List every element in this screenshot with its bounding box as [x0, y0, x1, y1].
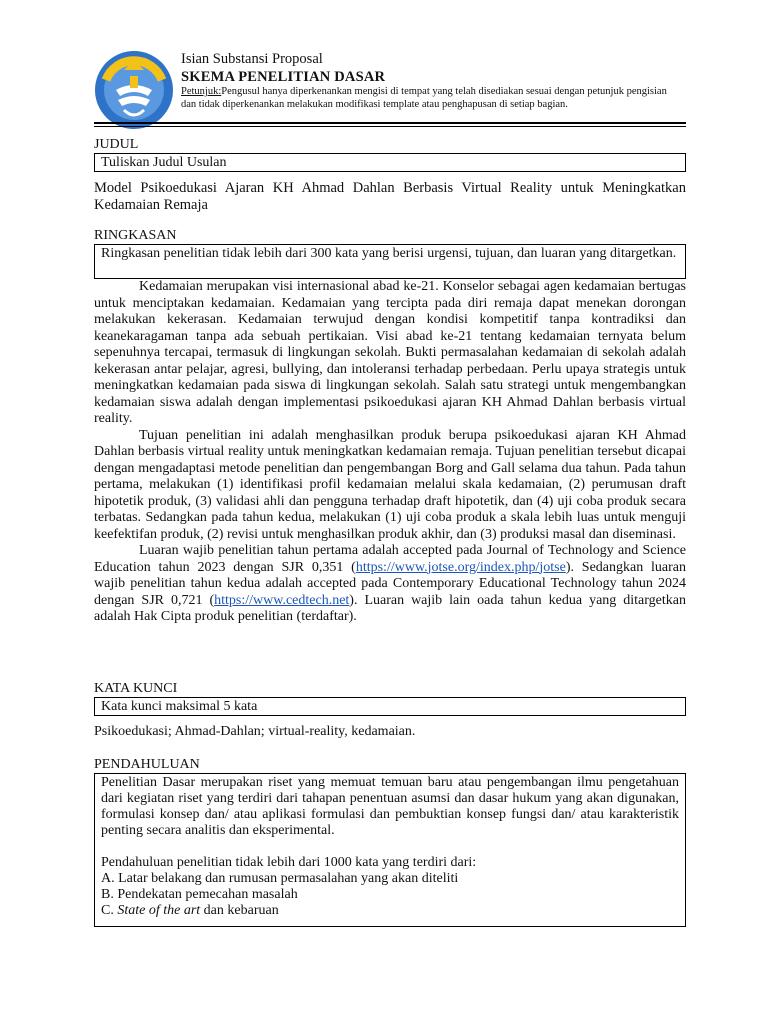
header-small-title: Isian Substansi Proposal — [181, 51, 323, 67]
ringkasan-content — [94, 279, 686, 626]
judul-instruction-box: Tuliskan Judul Usulan — [94, 153, 686, 172]
pendahuluan-instruction-box — [94, 773, 686, 927]
ringkasan-instruction-box: Ringkasan penelitian tidak lebih dari 300 kata yang berisi urgensi, tujuan, dan luaran yang ditargetkan. — [94, 244, 686, 279]
header-rule-thick — [94, 122, 686, 124]
header-instruction-note — [181, 85, 681, 111]
kata-kunci-content: Psikoedukasi; Ahmad-Dahlan; virtual-reality, kedamaian. — [94, 724, 416, 739]
section-label-ringkasan: RINGKASAN — [94, 228, 177, 243]
judul-content — [94, 180, 686, 214]
item-c-prefix: C. — [101, 903, 118, 918]
jotse-link[interactable]: https://www.jotse.org/index.php/jotse — [355, 559, 566, 575]
pendahuluan-paragraph-2: Pendahuluan penelitian tidak lebih dari 1000 kata yang terdiri dari: — [101, 855, 477, 870]
header-main-title: SKEMA PENELITIAN DASAR — [181, 69, 386, 85]
item-c-suffix: dan kebaruan — [200, 903, 279, 918]
header-rule-thin — [94, 126, 686, 127]
judul-text: Model Psikoedukasi Ajaran KH Ahmad Dahlan Berbasis Virtual Reality untuk Meningkatkan Kedamaian Remaja — [94, 180, 686, 213]
pendahuluan-item-c — [101, 903, 679, 919]
note-label: Petunjuk: — [181, 86, 222, 97]
tut-wuri-handayani-logo-icon — [94, 50, 174, 130]
pendahuluan-paragraph-1: Penelitian Dasar merupakan riset yang memuat temuan baru atau pengembangan ilmu pengetahuan dari kegiatan riset yang terdiri dari tahapan penentuan asumsi dan dasar hukum yang akan digunakan, formulasi konsep dan/ atau aplikasi formulasi dan pembuktian konsep fungsi dan/ atau karakteristik penting secara analitis dan eksperimental. — [101, 775, 679, 838]
pendahuluan-item-b: B. Pendekatan pemecahan masalah — [101, 887, 298, 902]
note-text: Pengusul hanya diperkenankan mengisi di tempat yang telah disediakan sesuai dengan petunjuk pengisian dan tidak diperkenankan melakukan modifikasi template atau penghapusan di setiap bagian. — [181, 86, 667, 110]
p3-text-c: ). Luaran wajib lain oada tahun kedua yang ditargetkan adalah Hak Cipta produk penelitian (terdaftar). — [94, 592, 686, 624]
pendahuluan-item-a: A. Latar belakang dan rumusan permasalahan yang akan diteliti — [101, 871, 459, 886]
section-label-kata-kunci: KATA KUNCI — [94, 681, 178, 696]
p3-text-b: ). Sedangkan luaran wajib penelitian tahun kedua adalah accepted pada Contemporary Educational Technology tahun 2024 dengan SJR 0,721 ( — [94, 559, 686, 608]
section-label-judul: JUDUL — [94, 137, 139, 152]
p3-text-a: Luaran wajib penelitian tahun pertama adalah accepted pada Journal of Technology and Science Education tahun 2023 dengan SJR 0,351 ( — [94, 543, 686, 575]
item-c-italic: State of the art — [117, 903, 201, 918]
kata-kunci-instruction-box: Kata kunci maksimal 5 kata — [94, 697, 686, 716]
section-label-pendahuluan: PENDAHULUAN — [94, 757, 200, 772]
cedtech-link[interactable]: https://www.cedtech.net — [214, 592, 350, 608]
ringkasan-paragraph-1: Kedamaian merupakan visi internasional abad ke-21. Konselor sebagai agen kedamaian bertugas untuk menciptakan kedamaian. Kedamaian yang tercipta pada diri remaja dapat menekan dorongan melakukan kekerasan. Kedamaian terwujud dengan kondisi kompetitif tanpa kontradiksi dan keanekaragaman tanpa ada sebuah pertikaian. Visi abad ke-21 tentang kedamaian ternyata belum sepenuhnya tercapai, termasuk di lingkungan sekolah. Bukti permasalahan kedamaian di sekolah adalah kekerasan antar pelajar, agresi, bullying, dan intoleransi terhadap perbedaan. Perlu upaya strategis untuk meningkatkan kedamaian pada siswa di lingkungan sekolah. Salah satu strategi untuk mengembangkan kedamaian siswa adalah dengan implementasi psikoedukasi ajaran KH Ahmad Dahlan berbasis virtual reality. — [94, 279, 686, 426]
ringkasan-paragraph-3 — [94, 543, 686, 626]
ringkasan-paragraph-2: Tujuan penelitian ini adalah menghasilkan produk berupa psikoedukasi ajaran KH Ahmad Dahlan berbasis virtual reality untuk meningkatkan kedamaian remaja. Tujuan penelitian tersebut dicapai dengan mengadaptasi metode penelitian dan pengembangan Borg and Gall selama dua tahun. Pada tahun pertama, melakukan (1) identifikasi profil kedamaian melalui skala kedamaian, (2) perumusan draft hipotetik produk, (3) validasi ahli dan pengguna terhadap draft hipotetik, dan (4) uji coba produk secara terbatas. Sedangkan pada tahun kedua, melakukan (1) uji coba produk a skala lebih luas untuk menguji keefektifan produk, (2) revisi untuk menghasilkan produk akhir, dan (3) produksi masal dan diseminasi. — [94, 427, 686, 542]
